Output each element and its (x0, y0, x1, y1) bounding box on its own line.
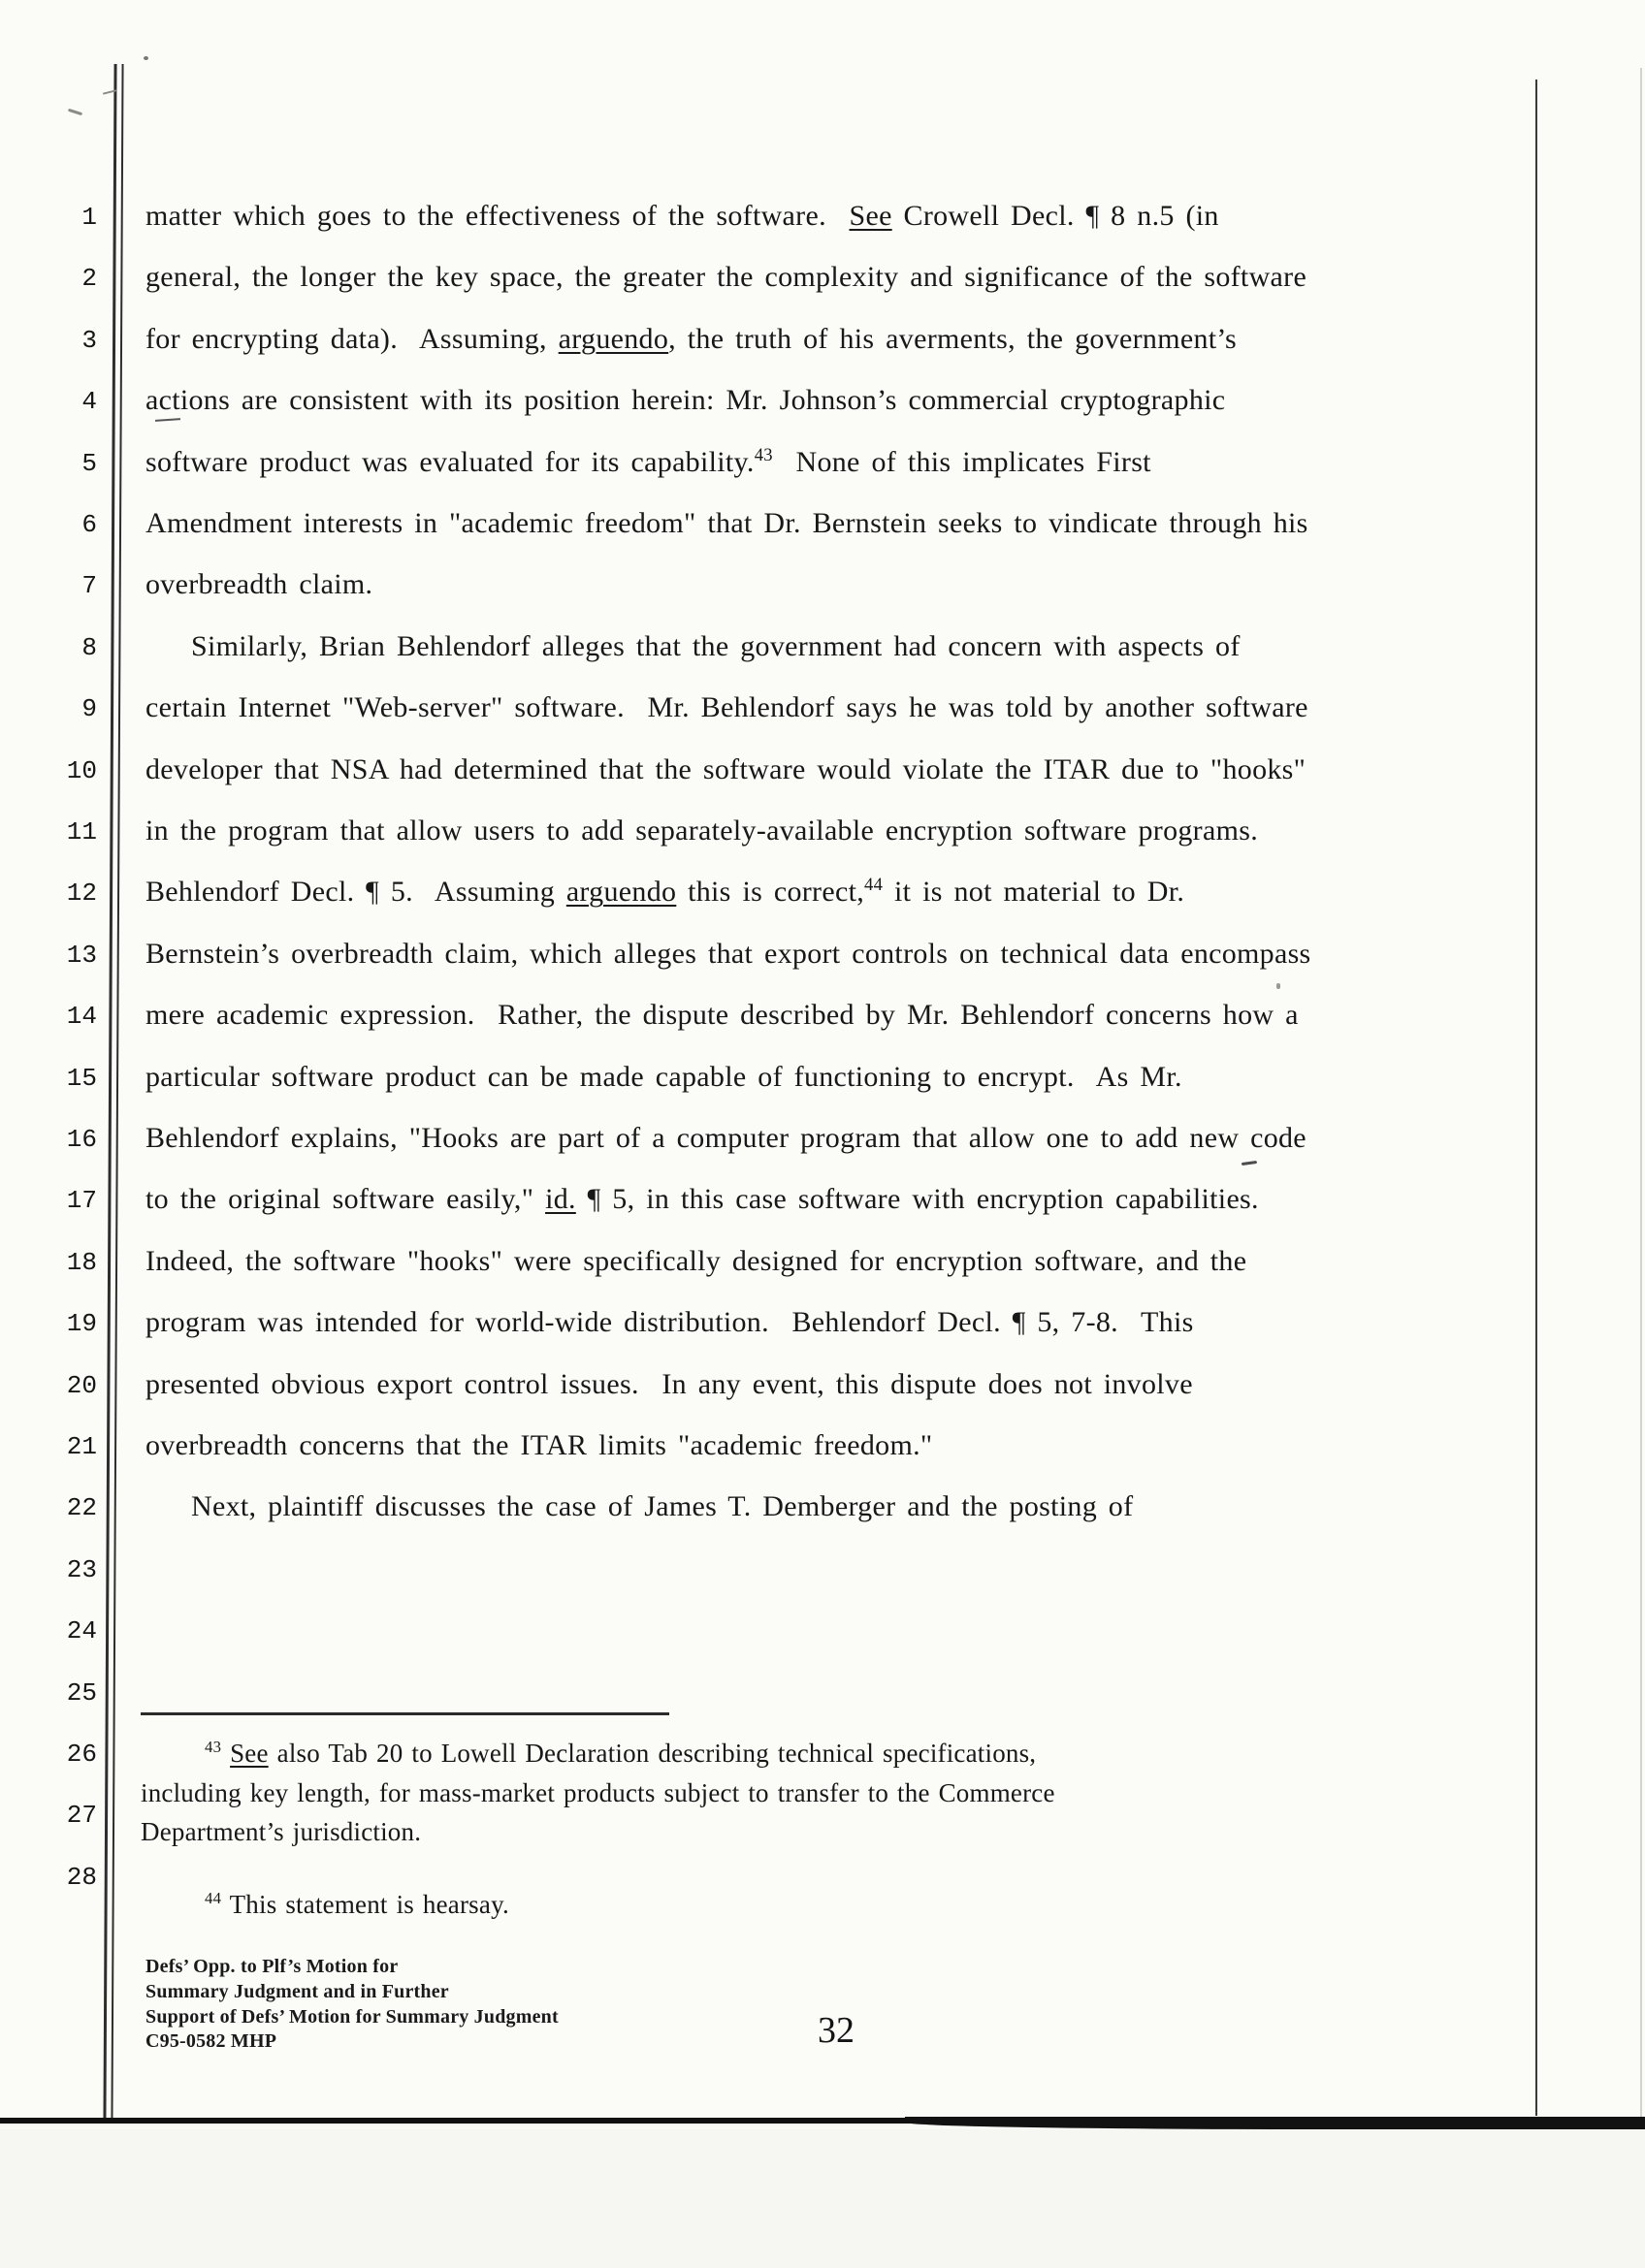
body-line (145, 444, 1151, 481)
text-segment: also Tab 20 to Lowell Declaration describing technical specifications, (268, 1739, 1037, 1768)
scan-speck (155, 418, 180, 422)
line-number: 8 (81, 632, 97, 662)
text-segment: particular software product can be made capable of functioning to encrypt. As Mr. (145, 1060, 1182, 1093)
body-line (145, 628, 1241, 665)
text-segment: 43 (754, 444, 773, 465)
text-segment: Indeed, the software "hooks" were specifically designed for encryption software, and the (145, 1244, 1247, 1277)
text-segment: Crowell Decl. ¶ 8 n.5 (in (891, 200, 1219, 232)
text-segment: matter which goes to the effectiveness of the software. (145, 200, 850, 232)
text-segment: actions are consistent with its position herein: Mr. Johnson’s commercial cryptographic (145, 384, 1226, 417)
text-segment: , the truth of his averments, the government’s (668, 322, 1237, 355)
text-segment: None of this implicates First (772, 445, 1151, 478)
text-segment: including key length, for mass-market products subject to transfer to the Commerce (141, 1778, 1055, 1807)
body-line (145, 689, 1308, 726)
line-number: 20 (66, 1370, 97, 1400)
scan-speck (144, 56, 148, 60)
footnote-line (141, 1776, 1055, 1809)
body-line (145, 505, 1308, 542)
footer-line: Support of Defs’ Motion for Summary Judgment (145, 2006, 559, 2028)
footnote-line (141, 1815, 421, 1848)
page-edge-shadow (1640, 68, 1642, 2124)
body-line (145, 198, 1219, 235)
line-number: 24 (66, 1616, 97, 1646)
text-segment: 44 (864, 875, 884, 896)
body-line (145, 321, 1237, 358)
footnote-line (141, 1737, 1036, 1770)
text-segment: presented obvious export control issues. In any event, this dispute does not involve (145, 1367, 1193, 1400)
footnote-line (141, 1888, 509, 1921)
text-segment: Behlendorf explains, "Hooks are part of a computer program that allow one to add new code (145, 1122, 1306, 1154)
line-number: 22 (66, 1493, 97, 1523)
text-segment: See (849, 200, 892, 232)
line-number: 28 (66, 1862, 97, 1892)
line-number: 11 (66, 817, 97, 847)
scan-speck (1276, 983, 1280, 989)
text-segment: for encrypting data). Assuming, (145, 322, 559, 355)
text-segment: Amendment interests in "academic freedom" that Dr. Bernstein seeks to vindicate through his (145, 507, 1308, 539)
right-margin-rule (1535, 80, 1537, 2116)
body-line (145, 1059, 1182, 1096)
body-line (145, 382, 1225, 419)
text-segment: in the program that allow users to add separately-available encryption software programs. (145, 815, 1258, 847)
text-segment: This statement is hearsay. (221, 1890, 509, 1919)
text-segment: overbreadth claim. (145, 568, 373, 601)
text-segment: general, the longer the key space, the greater the complexity and significance of the software (145, 261, 1307, 294)
body-line (145, 874, 1184, 910)
line-number: 26 (66, 1740, 97, 1769)
text-segment: developer that NSA had determined that the software would violate the ITAR due to "hooks" (145, 752, 1306, 785)
body-line (145, 1243, 1246, 1280)
line-number: 17 (66, 1186, 97, 1216)
footer-line: Summary Judgment and in Further (145, 1981, 449, 2002)
body-line (145, 1120, 1306, 1157)
line-number: 27 (66, 1801, 97, 1831)
body-line (145, 813, 1258, 849)
text-segment (221, 1739, 230, 1768)
text-segment: See (230, 1739, 269, 1768)
text-segment: Department’s jurisdiction. (141, 1817, 422, 1846)
text-segment: Next, plaintiff discusses the case of James T. Demberger and the posting of (191, 1490, 1134, 1523)
body-line (145, 997, 1299, 1034)
text-segment: ¶ 5, in this case software with encryption capabilities. (575, 1183, 1259, 1216)
body-line (145, 936, 1311, 973)
text-segment: mere academic expression. Rather, the dispute described by Mr. Behlendorf concerns how a (145, 999, 1299, 1032)
text-segment: id. (545, 1183, 576, 1216)
line-number: 1 (81, 203, 97, 232)
line-number: 3 (81, 325, 97, 355)
text-segment: Behlendorf Decl. ¶ 5. Assuming (145, 876, 566, 909)
body-line (145, 1427, 932, 1464)
left-margin-double-rule (103, 64, 116, 2120)
line-number: 13 (66, 940, 97, 970)
line-number: 25 (66, 1677, 97, 1708)
line-number: 9 (81, 694, 97, 724)
line-number: 18 (66, 1247, 97, 1277)
line-number: 12 (66, 878, 97, 909)
footer-line: Defs’ Opp. to Plf’s Motion for (145, 1956, 399, 1977)
page-number: 32 (818, 2010, 855, 2051)
text-segment: this is correct, (676, 876, 865, 909)
body-line (145, 1304, 1194, 1341)
body-line (145, 1366, 1193, 1403)
line-number: 21 (66, 1432, 97, 1461)
text-segment: arguendo (558, 322, 669, 355)
line-number: 6 (81, 510, 97, 539)
body-line (145, 259, 1306, 296)
line-number: 7 (81, 571, 97, 601)
line-number: 16 (66, 1125, 97, 1154)
text-segment: program was intended for world-wide distribution. Behlendorf Decl. ¶ 5, 7-8. This (145, 1306, 1194, 1339)
text-segment: 44 (205, 1889, 222, 1907)
text-segment: Bernstein’s overbreadth claim, which alleges that export controls on technical data encompass (145, 937, 1311, 970)
body-line (145, 751, 1306, 788)
footer-line: C95-0582 MHP (145, 2030, 277, 2052)
body-line (145, 1488, 1133, 1525)
text-segment: 43 (205, 1738, 222, 1756)
text-segment: to the original software easily," (145, 1183, 546, 1216)
line-number: 15 (66, 1063, 97, 1093)
body-line (145, 1181, 1259, 1218)
line-number: 5 (81, 448, 97, 478)
footnote-separator (141, 1712, 669, 1715)
line-number: 23 (66, 1554, 97, 1584)
line-number: 14 (66, 1002, 97, 1032)
text-segment: it is not material to Dr. (883, 876, 1185, 909)
line-number: 19 (66, 1309, 97, 1339)
line-number: 2 (81, 264, 97, 294)
line-number: 4 (81, 387, 97, 417)
scan-speck (68, 109, 82, 115)
text-segment: arguendo (565, 876, 677, 909)
body-line (145, 566, 372, 603)
scanner-background (0, 2129, 1645, 2268)
scan-speck (1242, 1161, 1257, 1166)
line-number: 10 (66, 755, 97, 785)
text-segment: certain Internet "Web-server" software. Mr. Behlendorf says he was told by another software (145, 691, 1308, 724)
text-segment: overbreadth concerns that the ITAR limits "academic freedom." (145, 1429, 933, 1461)
text-segment: software product was evaluated for its capability. (145, 445, 755, 478)
text-segment: Similarly, Brian Behlendorf alleges that the government had concern with aspects of (191, 629, 1241, 662)
